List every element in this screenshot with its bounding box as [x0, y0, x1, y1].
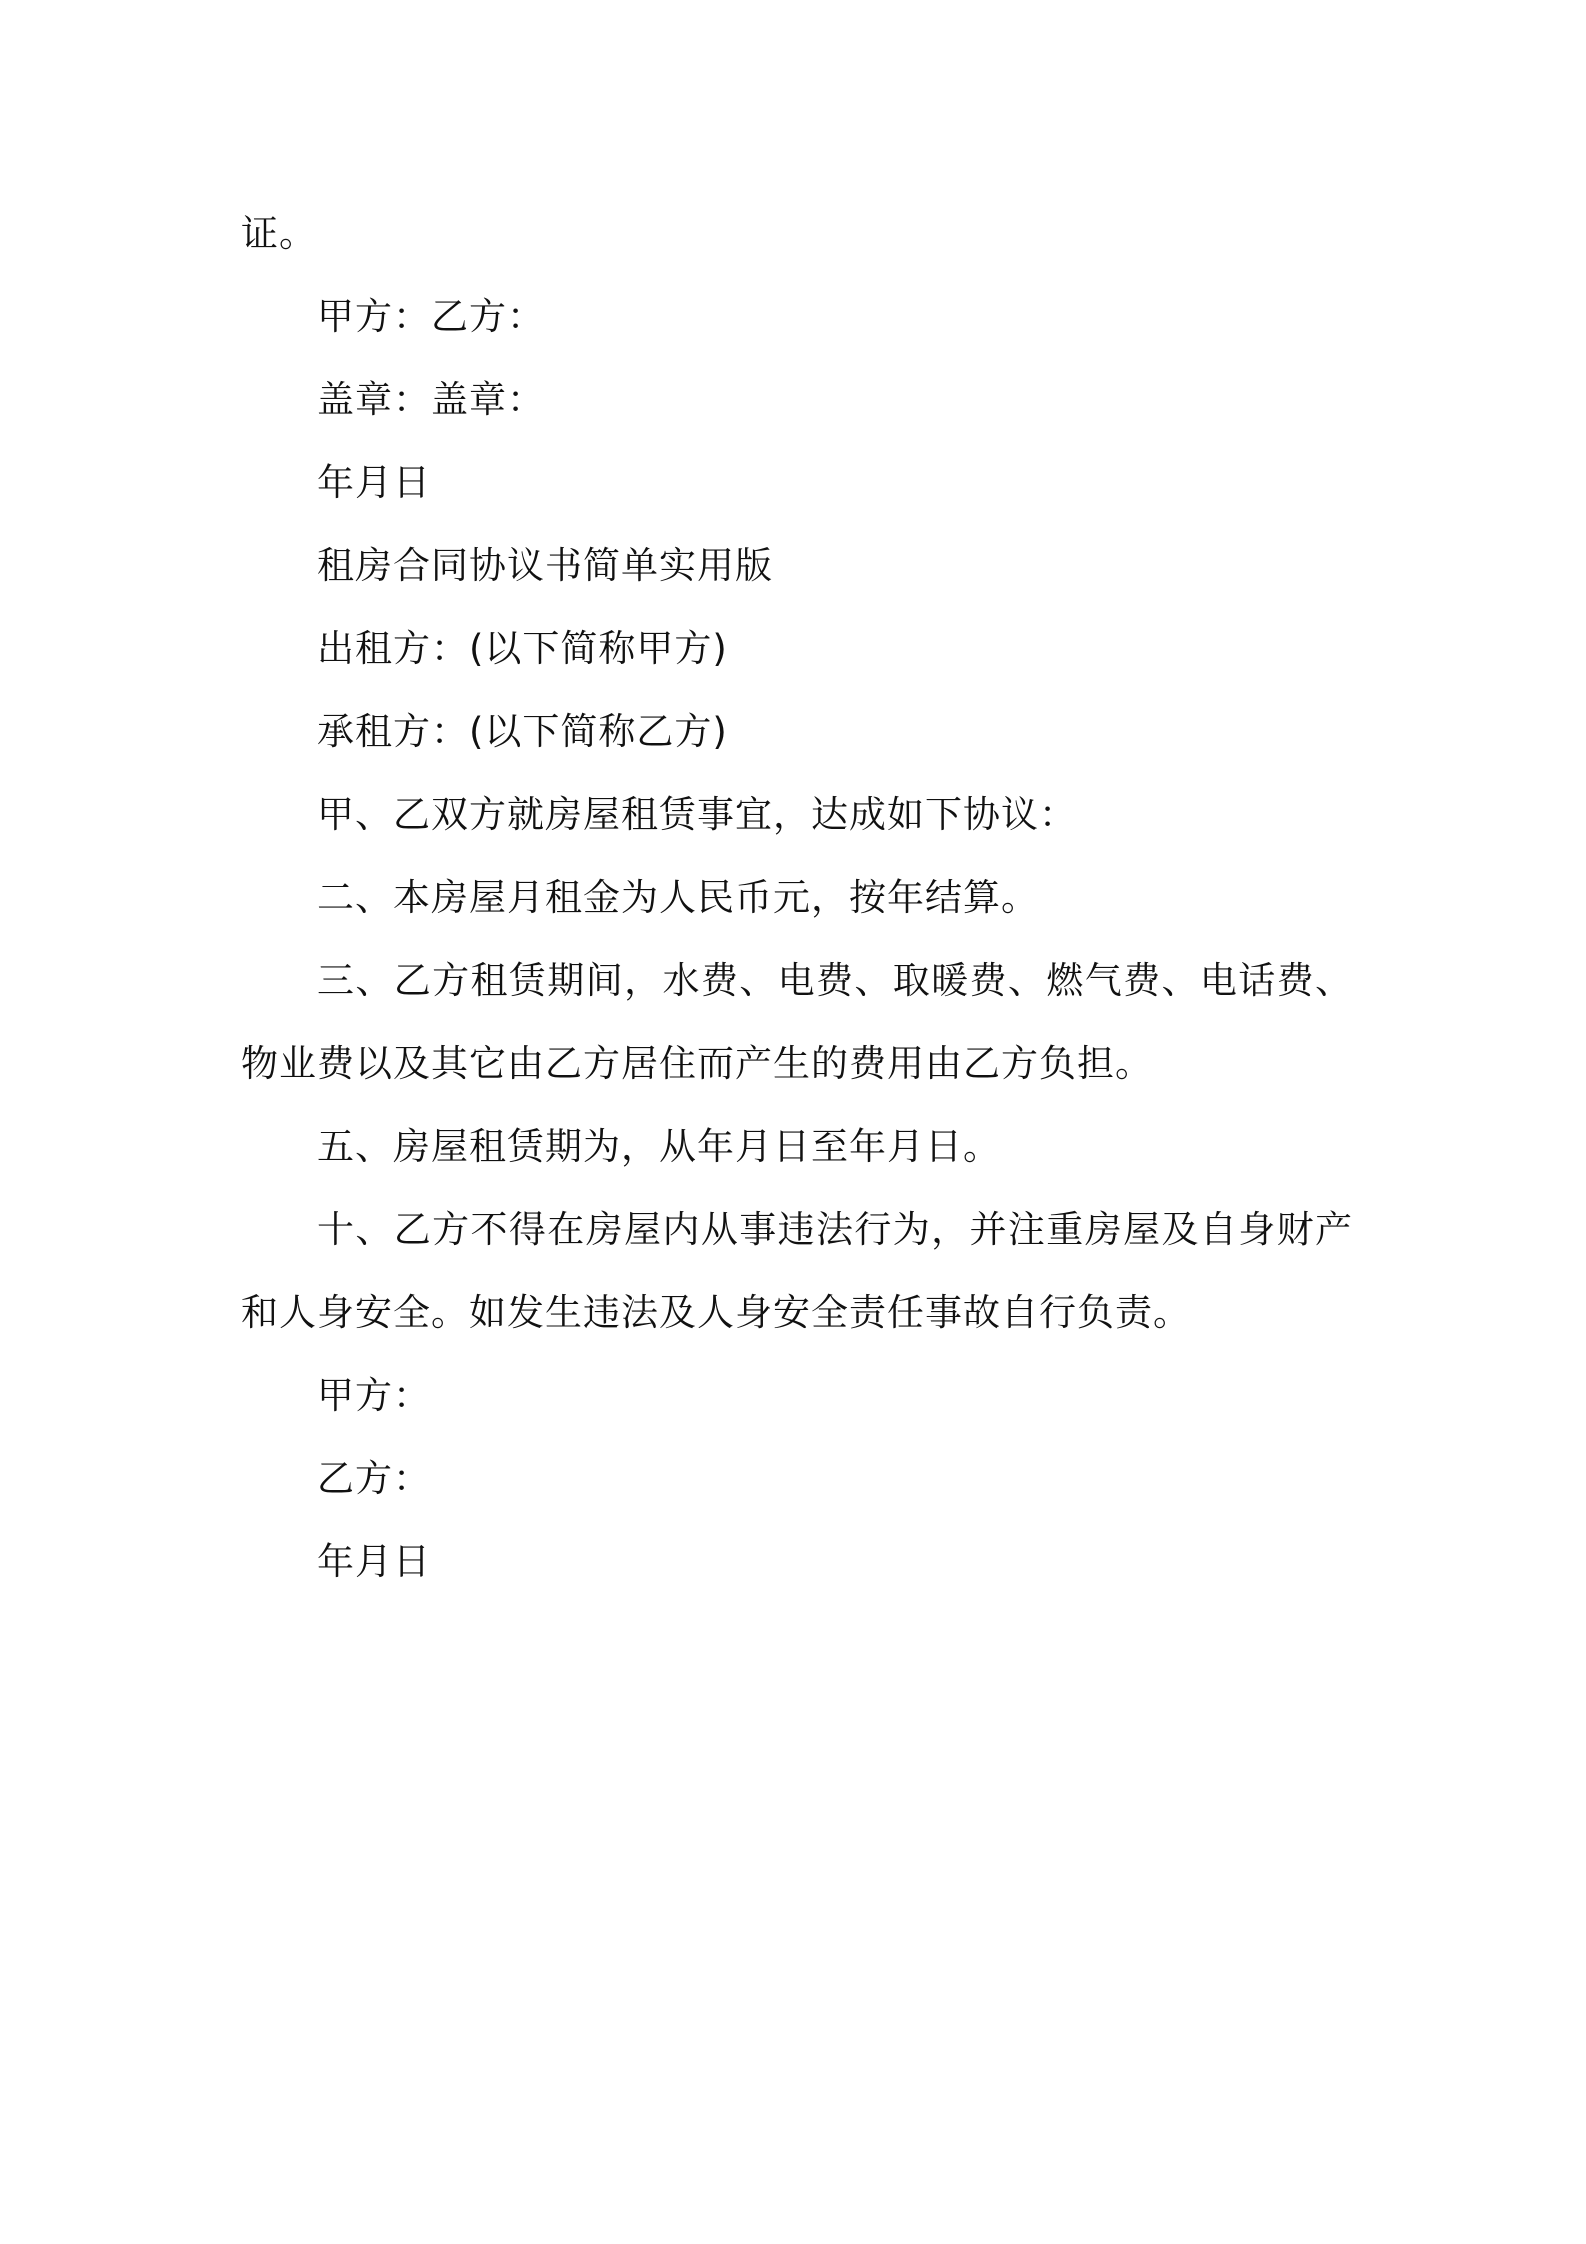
clause-2: 二、本房屋月租金为人民币元，按年结算。 — [317, 876, 1039, 919]
document-title: 租房合同协议书简单实用版 — [317, 544, 773, 587]
lessee-line: 承租方：(以下简称乙方) — [317, 710, 728, 753]
signature-line-parties: 甲方：乙方： — [317, 295, 545, 338]
document-body — [241, 192, 1353, 1603]
clause-5: 五、房屋租赁期为，从年月日至年月日。 — [317, 1125, 1001, 1168]
date-line: 年月日 — [317, 461, 431, 504]
party-a-signature: 甲方： — [317, 1374, 431, 1417]
agreement-intro: 甲、乙双方就房屋租赁事宜，达成如下协议： — [317, 793, 1077, 836]
closing-date-line: 年月日 — [317, 1540, 431, 1583]
paragraph-continuation: 证。 — [241, 212, 317, 255]
lessor-line: 出租方：(以下简称甲方) — [317, 627, 728, 670]
clause-3: 三、乙方租赁期间，水费、电费、取暖费、燃气费、电话费、物业费以及其它由乙方居住而产生的费用由乙方负担。 — [241, 959, 1353, 1085]
clause-10: 十、乙方不得在房屋内从事违法行为，并注重房屋及自身财产和人身安全。如发生违法及人身安全责任事故自行负责。 — [241, 1208, 1353, 1334]
signature-line-seals: 盖章：盖章： — [317, 378, 545, 421]
party-b-signature: 乙方： — [317, 1457, 431, 1500]
